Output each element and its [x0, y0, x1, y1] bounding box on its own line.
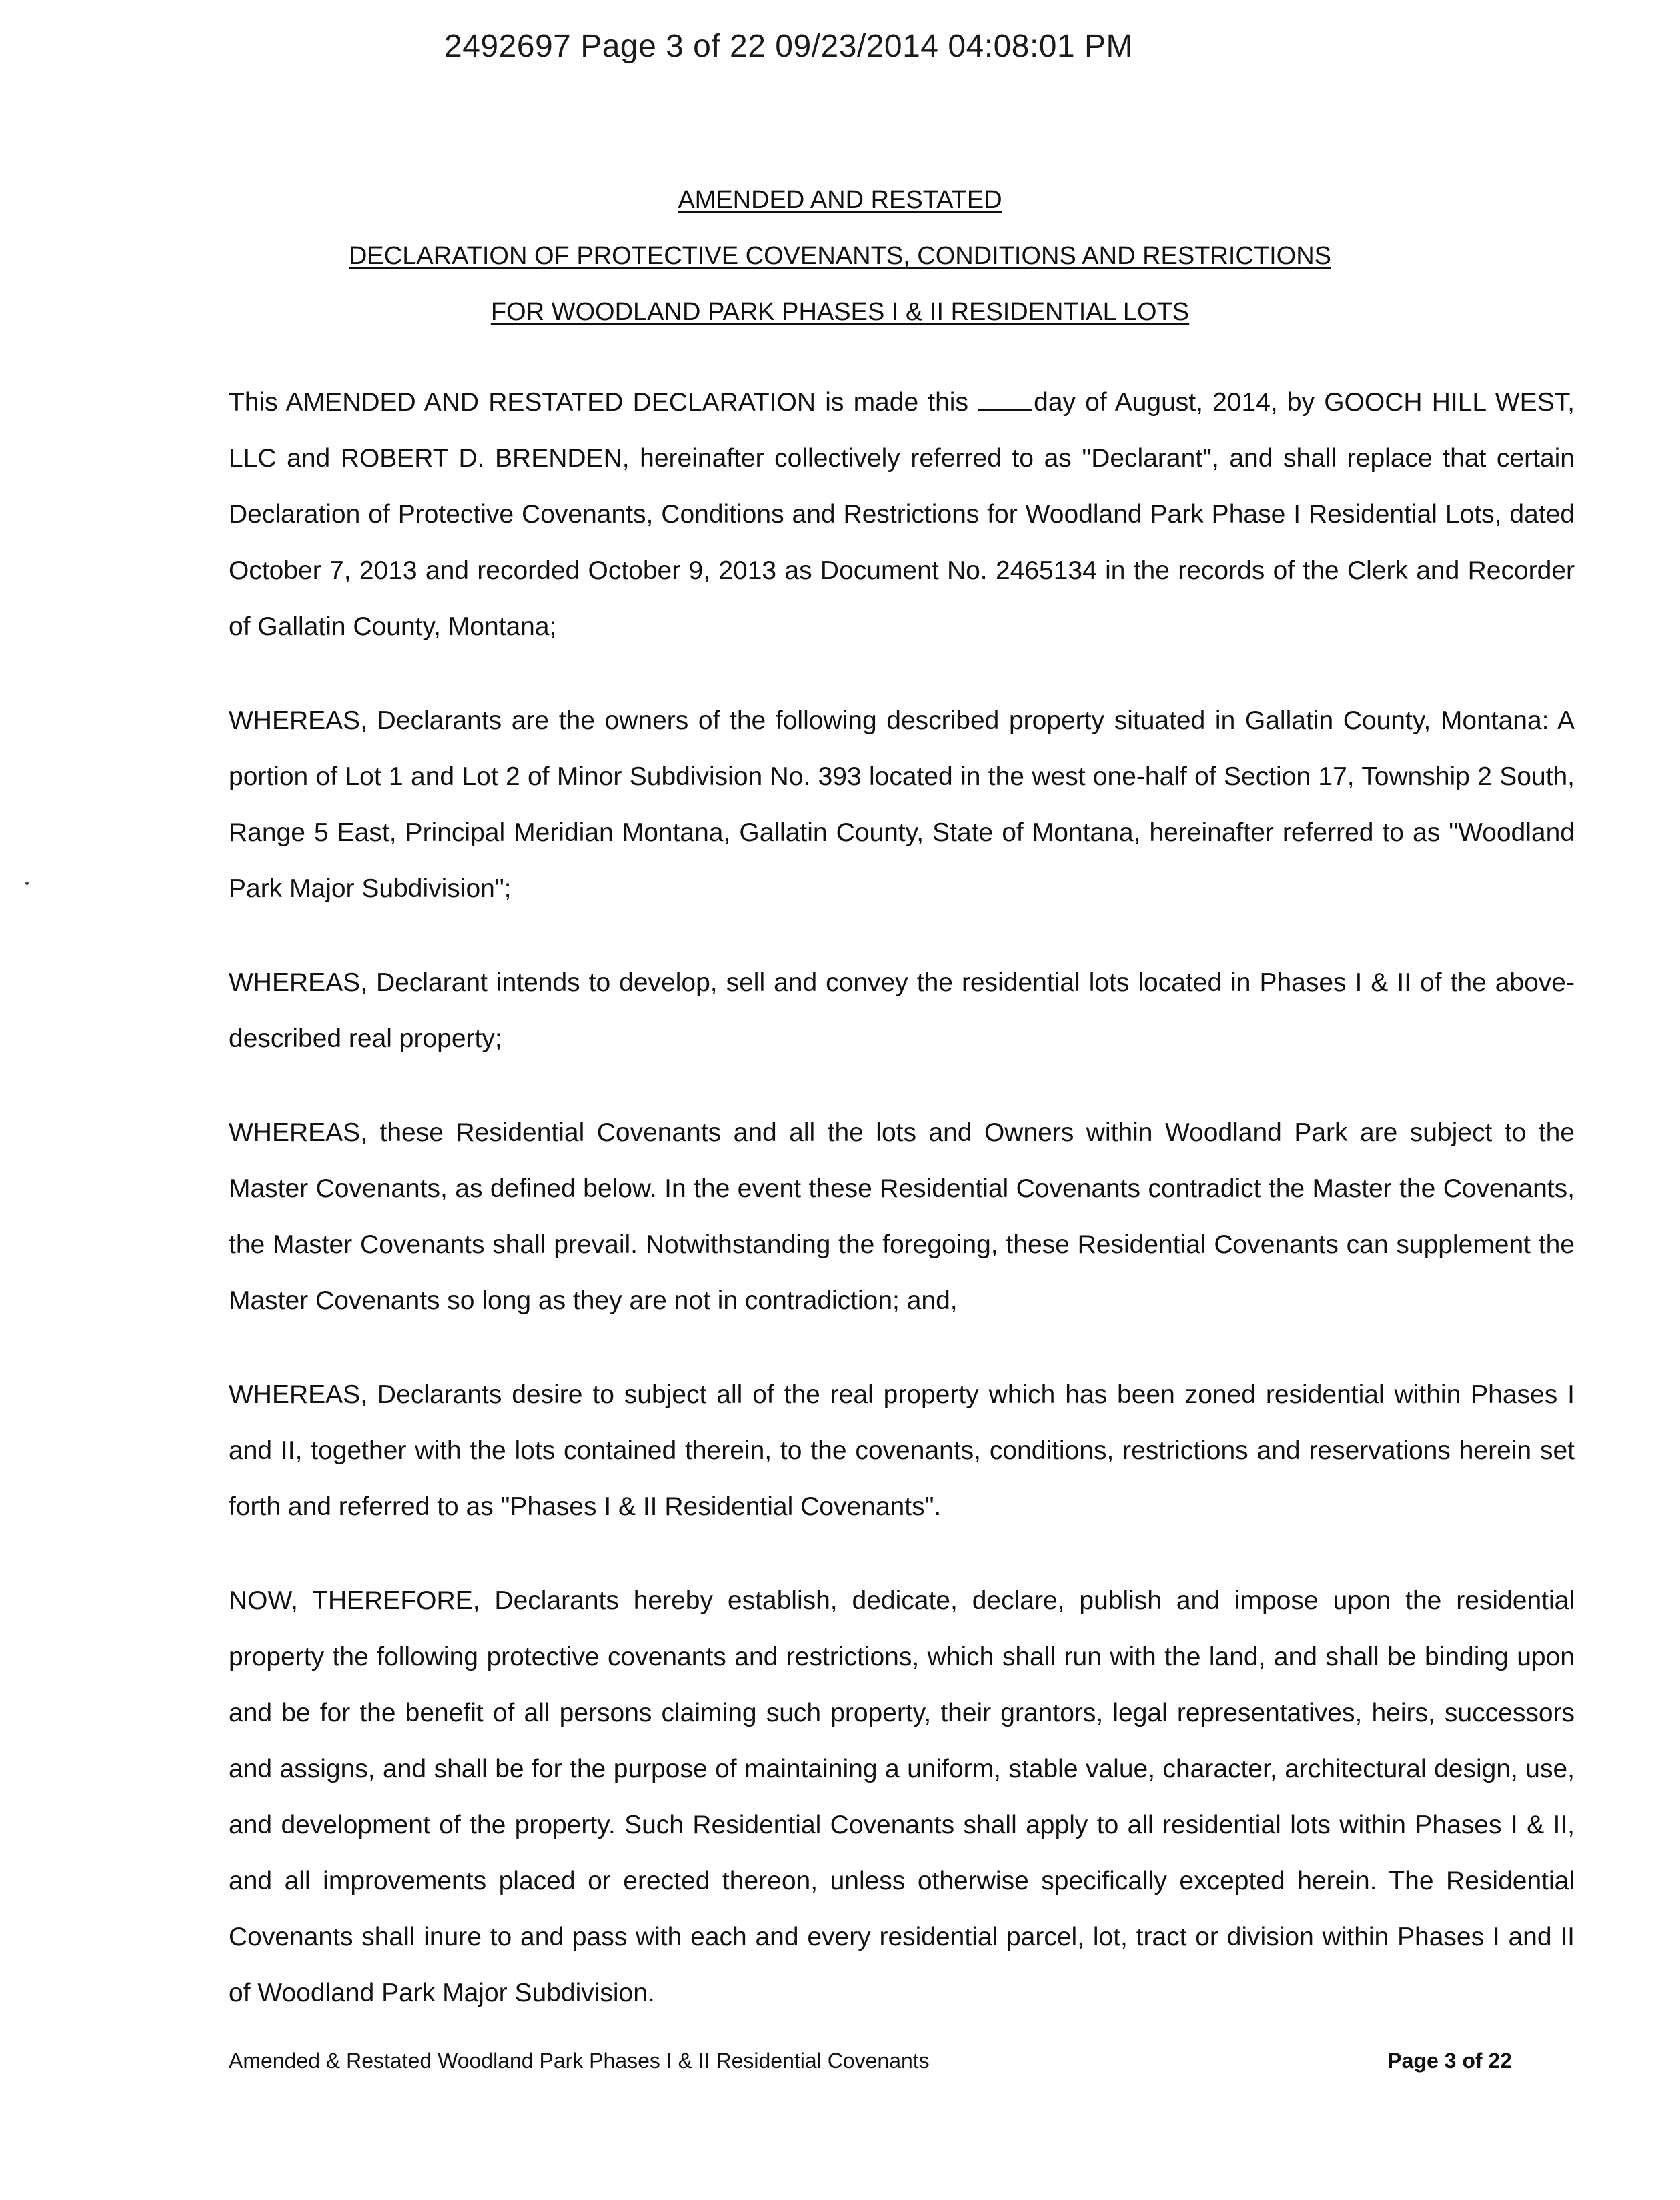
footer-document-title: Amended & Restated Woodland Park Phases I & II Residential Covenants	[229, 2049, 930, 2073]
paragraph-declaration	[229, 375, 1575, 655]
footer-page-current: 3	[1444, 2049, 1457, 2073]
footer-page-total: 22	[1488, 2049, 1512, 2073]
title-line-3: FOR WOODLAND PARK PHASES I & II RESIDENTIAL LOTS	[490, 298, 1190, 326]
declaration-rest: day of August, 2014, by GOOCH HILL WEST, LLC and ROBERT D. BRENDEN, hereinafter collectively referred to as "Declarant", and shall replace that certain Declaration of Protective Covenants, Conditions and Restrictions for Woodland Park Phase I Residential Lots, dated October 7, 2013 and recorded October 9, 2013 as Document No. 2465134 in the records of the Clerk and Recorder of Gallatin County, Montana;	[229, 388, 1575, 641]
declaration-intro: This AMENDED AND RESTATED DECLARATION is made this	[229, 388, 978, 417]
paragraph-whereas-master: WHEREAS, these Residential Covenants and all the lots and Owners within Woodland Park are subject to the Master Covenants, as defined below. In the event these Residential Covenants contradict the Master the Covenants, the Master Covenants shall prevail. Notwithstanding the foregoing, these Residential Covenants can supplement the Master Covenants so long as they are not in contradiction; and,	[229, 1118, 1575, 1315]
document-body	[229, 375, 1575, 2059]
paragraph-whereas-develop: WHEREAS, Declarant intends to develop, sell and convey the residential lots located in Phases I & II of the above-described real property;	[229, 968, 1575, 1053]
paragraph-whereas-owners: WHEREAS, Declarants are the owners of the following described property situated in Gallatin County, Montana: A portion of Lot 1 and Lot 2 of Minor Subdivision No. 393 located in the west one-half of Section 17, Township 2 South, Range 5 East, Principal Meridian Montana, Gallatin County, State of Montana, hereinafter referred to as "Woodland Park Major Subdivision";	[229, 706, 1575, 903]
footer-page-prefix: Page	[1387, 2049, 1445, 2073]
scan-speck	[25, 882, 29, 885]
footer-page-number	[1387, 2049, 1512, 2073]
date-blank-line	[978, 387, 1032, 411]
footer-page-of: of	[1456, 2049, 1489, 2073]
document-title	[0, 185, 1680, 353]
paragraph-whereas-subject: WHEREAS, Declarants desire to subject all of the real property which has been zoned residential within Phases I and II, together with the lots contained therein, to the covenants, conditions, restrictions and reservations herein set forth and referred to as "Phases I & II Residential Covenants".	[229, 1380, 1575, 1521]
paragraph-now-therefore: NOW, THEREFORE, Declarants hereby establish, dedicate, declare, publish and impose upon the residential property the following protective covenants and restrictions, which shall run with the land, and shall be binding upon and be for the benefit of all persons claiming such property, their grantors, legal representatives, heirs, successors and assigns, and shall be for the purpose of maintaining a uniform, stable value, character, architectural design, use, and development of the property. Such Residential Covenants shall apply to all residential lots within Phases I & II, and all improvements placed or erected thereon, unless otherwise specifically excepted herein. The Residential Covenants shall inure to and pass with each and every residential parcel, lot, tract or division within Phases I and II of Woodland Park Major Subdivision.	[229, 1586, 1575, 2007]
recording-stamp: 2492697 Page 3 of 22 09/23/2014 04:08:01 PM	[444, 29, 1134, 64]
title-line-1: AMENDED AND RESTATED	[678, 186, 1002, 214]
title-line-2: DECLARATION OF PROTECTIVE COVENANTS, CONDITIONS AND RESTRICTIONS	[348, 242, 1331, 270]
